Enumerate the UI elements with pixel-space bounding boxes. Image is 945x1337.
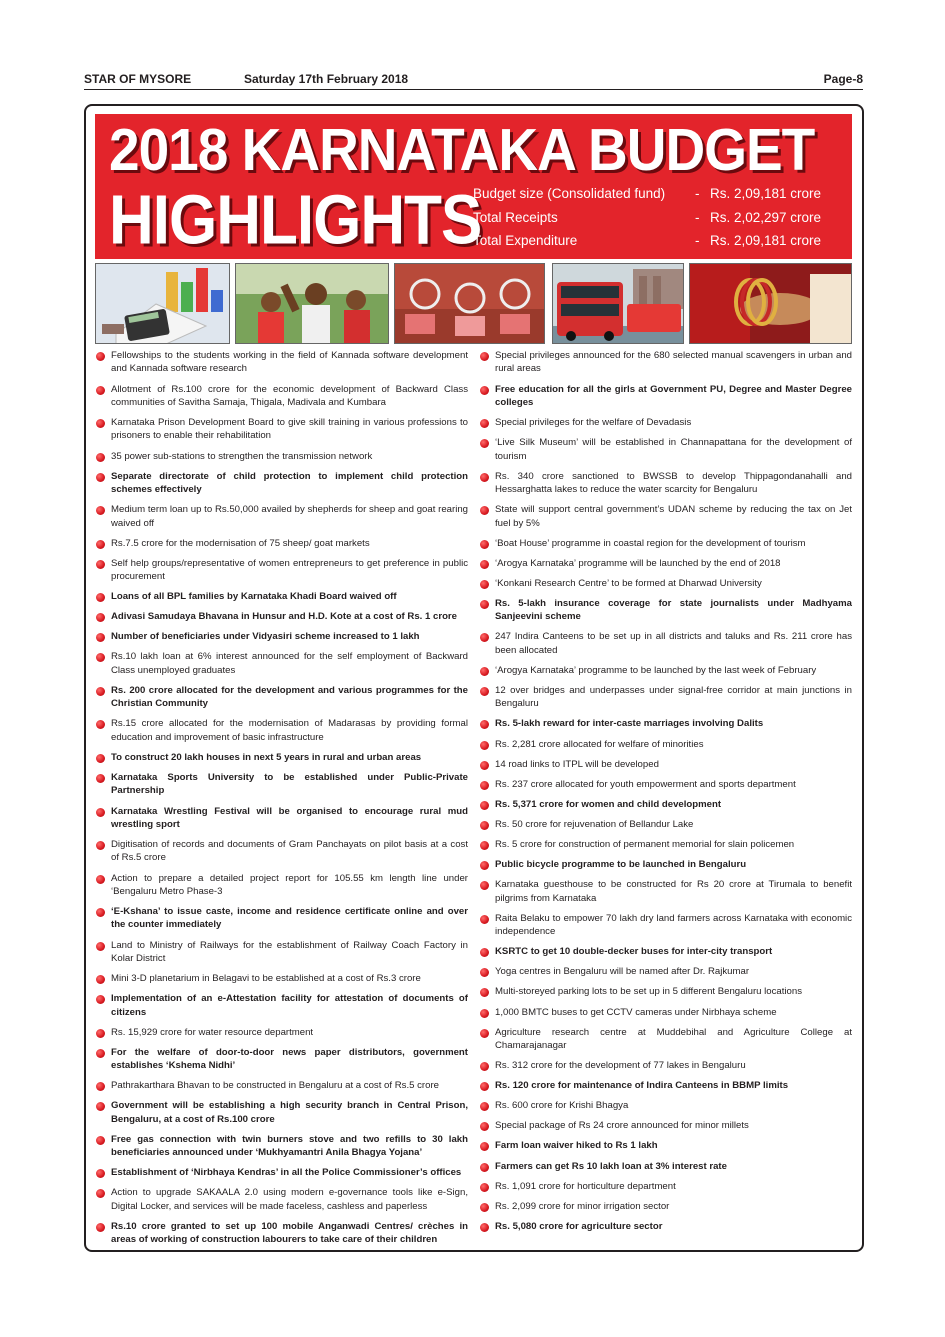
highlight-text: Free gas connection with twin burners stove and two refills to 30 lakh beneficiaries announced under ‘Mukhyamantri Anila Bhagya Yojana’: [111, 1133, 468, 1159]
highlight-item: [96, 1099, 468, 1126]
highlight-text: Public bicycle programme to be launched in Bengaluru: [495, 859, 747, 871]
highlight-item: [96, 905, 468, 932]
red-bullet-icon: [480, 841, 489, 850]
highlight-item: [480, 778, 852, 791]
figure-label: Budget size (Consolidated fund): [473, 186, 666, 201]
red-bullet-icon: [480, 988, 489, 997]
highlight-item: [96, 383, 468, 410]
red-bullet-icon: [96, 841, 105, 850]
red-bullet-icon: [480, 1009, 489, 1018]
red-bullet-icon: [480, 580, 489, 589]
highlight-item: [96, 992, 468, 1019]
red-bullet-icon: [96, 1049, 105, 1058]
red-bullet-icon: [96, 540, 105, 549]
highlight-item: [96, 684, 468, 711]
highlight-text: Karnataka Sports University to be established under Public-Private Partnership: [111, 772, 468, 797]
highlight-text: Raita Belaku to empower 70 lakh dry land farmers across Karnataka with economic independence: [495, 912, 852, 938]
red-bullet-icon: [96, 633, 105, 642]
highlight-text: Rs. 120 crore for maintenance of Indira Canteens in BBMP limits: [495, 1080, 789, 1092]
red-bullet-icon: [480, 419, 489, 428]
red-bullet-icon: [480, 861, 489, 870]
red-bullet-icon: [480, 1029, 489, 1038]
highlight-item: [480, 818, 852, 831]
highlights-right-column: [480, 349, 852, 1240]
highlight-item: [480, 1220, 852, 1233]
red-bullet-icon: [480, 1102, 489, 1111]
highlight-text: Agriculture research centre at Muddebihal and Agriculture College at Chamarajanagar: [495, 1026, 852, 1051]
highlight-text: 247 Indira Canteens to be set up in all districts and taluks and Rs. 211 crore has been allocated: [495, 631, 852, 656]
highlight-text: Medium term loan up to Rs.50,000 availed by shepherds for sheep and goat rearing waived off: [111, 504, 468, 529]
red-bullet-icon: [480, 506, 489, 515]
red-bullet-icon: [480, 1183, 489, 1192]
highlight-item: [96, 751, 468, 764]
red-bullet-icon: [480, 1082, 489, 1091]
highlight-text: Fellowships to the students working in the field of Kannada software development and Kannada software research: [111, 350, 468, 375]
red-bullet-icon: [480, 1203, 489, 1212]
photo-strip: [95, 263, 852, 344]
highlight-text: Rs. 5,371 crore for women and child development: [495, 798, 722, 810]
red-bullet-icon: [480, 1142, 489, 1151]
highlight-text: Special privileges announced for the 680 selected manual scavengers in urban and rural areas: [495, 350, 852, 375]
highlight-item: [480, 878, 852, 905]
red-bullet-icon: [96, 875, 105, 884]
highlight-text: Karnataka Prison Development Board to give skill training in various professions to prisoners to enable their rehabilitation: [111, 417, 468, 442]
red-bullet-icon: [96, 453, 105, 462]
highlight-text: Establishment of ‘Nirbhaya Kendras’ in all the Police Commissioner’s offices: [111, 1167, 462, 1179]
highlight-item: [96, 1220, 468, 1247]
highlight-item: [96, 972, 468, 985]
red-bullet-icon: [96, 560, 105, 569]
red-bullet-icon: [480, 473, 489, 482]
highlight-text: 1,000 BMTC buses to get CCTV cameras under Nirbhaya scheme: [495, 1006, 777, 1018]
highlight-item: [96, 503, 468, 530]
red-bullet-icon: [96, 1136, 105, 1145]
highlight-item: [480, 1059, 852, 1072]
highlight-text: Loans of all BPL families by Karnataka Khadi Board waived off: [111, 591, 397, 603]
red-bullet-icon: [96, 1082, 105, 1091]
highlight-item: [480, 597, 852, 624]
highlight-item: [96, 450, 468, 463]
highlight-text: Rs. 5-lakh insurance coverage for state journalists under Madhyama Sanjeevini scheme: [495, 597, 852, 623]
highlight-text: ‘Live Silk Museum’ will be established in Channapattana for the development of tourism: [495, 437, 852, 462]
highlight-text: Rs. 237 crore allocated for youth empowerment and sports department: [495, 778, 796, 790]
highlights-columns: [96, 349, 852, 1249]
highlight-item: [480, 912, 852, 939]
budget-figures: [473, 186, 845, 257]
highlight-item: [96, 1133, 468, 1160]
highlight-text: Rs.10 crore granted to set up 100 mobile Anganwadi Centres/ crèches in areas of working of construction labourers to take care of their children: [111, 1220, 468, 1246]
highlight-text: Karnataka Wrestling Festival will be organised to encourage rural mud wrestling sport: [111, 805, 468, 830]
red-bullet-icon: [96, 352, 105, 361]
highlight-item: [480, 1099, 852, 1112]
highlight-text: Farm loan waiver hiked to Rs 1 lakh: [495, 1140, 658, 1152]
highlight-item: [96, 717, 468, 744]
newspaper-name: STAR OF MYSORE: [84, 72, 192, 86]
red-bullet-icon: [96, 754, 105, 763]
highlight-text: Rs. 2,099 crore for minor irrigation sector: [495, 1200, 670, 1212]
red-bullet-icon: [480, 761, 489, 770]
red-bullet-icon: [480, 821, 489, 830]
highlight-item: [480, 1160, 852, 1173]
highlight-text: Special package of Rs 24 crore announced for minor millets: [495, 1120, 749, 1132]
highlight-item: [96, 939, 468, 966]
highlight-item: [480, 630, 852, 657]
red-bullet-icon: [96, 1029, 105, 1038]
masthead: [84, 71, 863, 89]
red-bullet-icon: [480, 781, 489, 790]
highlight-text: State will support central government’s UDAN scheme by reducing the tax on Jet fuel by 5%: [495, 504, 852, 529]
red-bullet-icon: [480, 1163, 489, 1172]
highlight-item: [96, 771, 468, 798]
highlight-text: Rs.7.5 crore for the modernisation of 75 sheep/ goat markets: [111, 537, 370, 549]
red-bullet-icon: [96, 506, 105, 515]
red-bullet-icon: [480, 386, 489, 395]
highlight-text: Karnataka guesthouse to be constructed for Rs 20 crore at Tirumala to benefit pilgrims from Karnataka: [495, 879, 852, 904]
red-bullet-icon: [480, 1122, 489, 1131]
highlight-item: [480, 1200, 852, 1213]
highlight-text: 12 over bridges and underpasses under signal-free corridor at main junctions in Bengaluru: [495, 684, 852, 710]
double-decker-bus-icon: [552, 263, 684, 344]
highlight-text: Rs. 200 crore allocated for the development and various programmes for the Christian Community: [111, 684, 468, 710]
budget-figure-row: [473, 210, 845, 234]
red-bullet-icon: [96, 1223, 105, 1232]
highlight-text: Special privileges for the welfare of Devadasis: [495, 417, 692, 428]
highlight-text: To construct 20 lakh houses in next 5 years in rural and urban areas: [111, 751, 422, 763]
highlight-item: [96, 557, 468, 584]
red-bullet-icon: [480, 741, 489, 750]
red-bullet-icon: [96, 613, 105, 622]
women-at-spinning-wheels-icon: [394, 263, 545, 344]
highlight-text: 14 road links to ITPL will be developed: [495, 758, 659, 770]
issue-date: Saturday 17th February 2018: [244, 72, 409, 86]
red-bullet-icon: [480, 667, 489, 676]
red-bullet-icon: [480, 600, 489, 609]
highlight-item: [96, 650, 468, 677]
red-bullet-icon: [480, 633, 489, 642]
highlight-text: Rs. 50 crore for rejuvenation of Bellandur Lake: [495, 818, 694, 830]
schoolgirls-icon: [235, 263, 389, 344]
highlight-text: Action to upgrade SAKAALA 2.0 using modern e-governance tools like e-Sign, Digital Locker, and services will be made faceless, cashless and paperless: [111, 1187, 468, 1212]
highlight-text: Rs. 5 crore for construction of permanent memorial for slain policemen: [495, 839, 795, 851]
highlight-text: Implementation of an e-Attestation facility for attestation of documents of citizens: [111, 993, 468, 1018]
red-bullet-icon: [96, 995, 105, 1004]
highlight-item: [96, 537, 468, 550]
highlight-text: Rs. 5-lakh reward for inter-caste marriages involving Dalits: [495, 718, 764, 730]
red-bullet-icon: [480, 1223, 489, 1232]
highlight-text: For the welfare of door-to-door news paper distributors, government establishes ‘Kshema Nidhi’: [111, 1046, 468, 1072]
red-bullet-icon: [96, 473, 105, 482]
highlight-item: [480, 1180, 852, 1193]
page-number: Page-8: [823, 72, 863, 86]
highlight-text: 35 power sub-stations to strengthen the transmission network: [111, 450, 373, 462]
highlight-text: Rs. 312 crore for the development of 77 lakes in Bengaluru: [495, 1060, 746, 1072]
red-bullet-icon: [480, 352, 489, 361]
red-bullet-icon: [480, 948, 489, 957]
masthead-rule: [84, 89, 863, 90]
highlight-item: [480, 436, 852, 463]
highlight-text: Land to Ministry of Railways for the establishment of Railway Coach Factory in Kolar District: [111, 939, 468, 964]
highlight-item: [480, 1079, 852, 1092]
budget-figure-row: [473, 233, 845, 257]
figure-value: Rs. 2,09,181 crore: [710, 233, 822, 248]
highlight-item: [96, 838, 468, 865]
highlight-item: [480, 503, 852, 530]
figure-value: Rs. 2,09,181 crore: [710, 186, 822, 201]
highlight-item: [480, 798, 852, 811]
headline-banner: [95, 114, 852, 259]
highlights-left-column: [96, 349, 468, 1253]
highlight-text: ‘Arogya Karnataka’ programme to be launched by the last week of February: [495, 664, 817, 676]
red-bullet-icon: [96, 593, 105, 602]
red-bullet-icon: [480, 687, 489, 696]
highlight-text: ‘Arogya Karnataka’ programme will be launched by the end of 2018: [495, 557, 781, 569]
highlight-text: Rs. 600 crore for Krishi Bhagya: [495, 1100, 629, 1112]
highlight-text: Yoga centres in Bengaluru will be named after Dr. Rajkumar: [495, 966, 750, 978]
red-bullet-icon: [96, 1169, 105, 1178]
highlight-text: Government will be establishing a high security branch in Central Prison, Bengaluru, at a cost of Rs.100 crore: [111, 1100, 468, 1125]
highlight-text: Farmers can get Rs 10 lakh loan at 3% interest rate: [495, 1160, 727, 1172]
highlight-item: [480, 1139, 852, 1152]
highlight-item: [480, 416, 852, 429]
highlight-item: [96, 590, 468, 603]
red-bullet-icon: [480, 801, 489, 810]
highlight-text: Rs. 1,091 crore for horticulture department: [495, 1180, 676, 1192]
highlight-text: Rs. 5,080 crore for agriculture sector: [495, 1220, 663, 1232]
highlight-item: [96, 805, 468, 832]
highlight-item: [480, 758, 852, 771]
highlight-item: [480, 965, 852, 978]
highlight-text: Number of beneficiaries under Vidyasiri scheme increased to 1 lakh: [111, 631, 420, 643]
highlight-item: [480, 858, 852, 871]
highlight-item: [96, 872, 468, 899]
highlight-text: Mini 3-D planetarium in Belagavi to be established at a cost of Rs.3 crore: [111, 973, 421, 985]
highlight-item: [96, 349, 468, 376]
highlight-text: Rs. 340 crore sanctioned to BWSSB to develop Thippagondanahalli and Hessarghatta lakes to reduce the water scarcity for Bengaluru: [495, 470, 852, 495]
highlight-item: [96, 610, 468, 623]
red-bullet-icon: [480, 915, 489, 924]
highlight-item: [480, 738, 852, 751]
red-bullet-icon: [480, 881, 489, 890]
red-bullet-icon: [96, 1102, 105, 1111]
highlight-text: Free education for all the girls at Government PU, Degree and Master Degree colleges: [495, 383, 852, 408]
red-bullet-icon: [96, 942, 105, 951]
red-bullet-icon: [96, 908, 105, 917]
red-bullet-icon: [96, 720, 105, 729]
highlight-item: [96, 630, 468, 643]
highlight-text: ‘Boat House’ programme in coastal region for the development of tourism: [495, 537, 806, 549]
figure-dash: -: [695, 233, 700, 248]
highlight-item: [96, 1186, 468, 1213]
highlight-text: Adivasi Samudaya Bhavana in Hunsur and H.D. Kote at a cost of Rs. 1 crore: [111, 611, 458, 623]
wedding-hands-icon: [689, 263, 852, 344]
highlight-item: [480, 945, 852, 958]
red-bullet-icon: [96, 975, 105, 984]
highlight-item: [96, 1046, 468, 1073]
highlight-text: Self help groups/representative of women entrepreneurs to get preference in public procurement: [111, 557, 468, 583]
highlight-text: Allotment of Rs.100 crore for the economic development of Backward Class communities of Savitha Samaja, Thigala, Madivala and Kumbara: [111, 383, 468, 408]
red-bullet-icon: [480, 720, 489, 729]
highlight-item: [480, 684, 852, 711]
highlight-text: ‘E-Kshana’ to issue caste, income and residence certificate online and over the counter immediately: [111, 906, 468, 931]
highlight-item: [96, 1166, 468, 1179]
highlight-item: [96, 470, 468, 497]
highlight-text: Pathrakarthara Bhavan to be constructed in Bengaluru at a cost of Rs.5 crore: [111, 1080, 439, 1092]
headline-line-1: 2018 KARNATAKA BUDGET: [109, 116, 815, 183]
highlight-item: [480, 717, 852, 730]
figure-value: Rs. 2,02,297 crore: [710, 209, 822, 225]
red-bullet-icon: [480, 439, 489, 448]
highlight-item: [480, 557, 852, 570]
highlight-item: [480, 985, 852, 998]
red-bullet-icon: [480, 1062, 489, 1071]
red-bullet-icon: [96, 419, 105, 428]
figure-label: Total Receipts: [473, 209, 558, 225]
budget-figure-row: [473, 186, 845, 210]
calculator-chart-icon: [95, 263, 230, 344]
red-bullet-icon: [480, 540, 489, 549]
highlight-item: [96, 1026, 468, 1039]
highlight-item: [480, 1006, 852, 1019]
highlight-text: Rs. 15,929 crore for water resource department: [111, 1026, 314, 1038]
figure-label: Total Expenditure: [473, 233, 578, 248]
red-bullet-icon: [96, 653, 105, 662]
highlight-item: [480, 383, 852, 410]
red-bullet-icon: [96, 386, 105, 395]
highlight-item: [480, 349, 852, 376]
highlight-text: ‘Konkani Research Centre’ to be formed at Dharwad University: [495, 577, 762, 589]
highlight-text: Separate directorate of child protection to implement child protection schemes effectively: [111, 470, 468, 495]
figure-dash: -: [695, 186, 700, 201]
highlight-item: [480, 470, 852, 497]
headline-line-2: HIGHLIGHTS: [109, 181, 482, 259]
highlight-item: [96, 1079, 468, 1092]
highlight-text: Action to prepare a detailed project report for 105.55 km length line under ‘Bengaluru Metro Phase-3: [111, 872, 468, 897]
red-bullet-icon: [96, 1189, 105, 1198]
highlight-text: Rs. 2,281 crore allocated for welfare of minorities: [495, 738, 704, 750]
red-bullet-icon: [96, 774, 105, 783]
highlight-item: [480, 577, 852, 590]
highlight-item: [480, 664, 852, 677]
red-bullet-icon: [480, 968, 489, 977]
red-bullet-icon: [96, 808, 105, 817]
highlight-item: [480, 838, 852, 851]
highlight-text: KSRTC to get 10 double-decker buses for inter-city transport: [495, 946, 773, 958]
highlight-item: [480, 1119, 852, 1132]
highlight-item: [96, 416, 468, 443]
highlight-text: Digitisation of records and documents of Gram Panchayats on pilot basis at a cost of Rs.5 crore: [111, 839, 468, 864]
highlight-text: Multi-storeyed parking lots to be set up in 5 different Bengaluru locations: [495, 986, 802, 998]
red-bullet-icon: [96, 687, 105, 696]
highlight-item: [480, 537, 852, 550]
highlight-text: Rs.15 crore allocated for the modernisation of Madarasas by providing formal education and improvement of basic infrastructure: [111, 718, 468, 743]
figure-dash: -: [695, 209, 700, 225]
highlight-item: [480, 1026, 852, 1053]
red-bullet-icon: [480, 560, 489, 569]
highlight-text: Rs.10 lakh loan at 6% interest announced for the self employment of Backward Class unemployed graduates: [111, 651, 468, 676]
